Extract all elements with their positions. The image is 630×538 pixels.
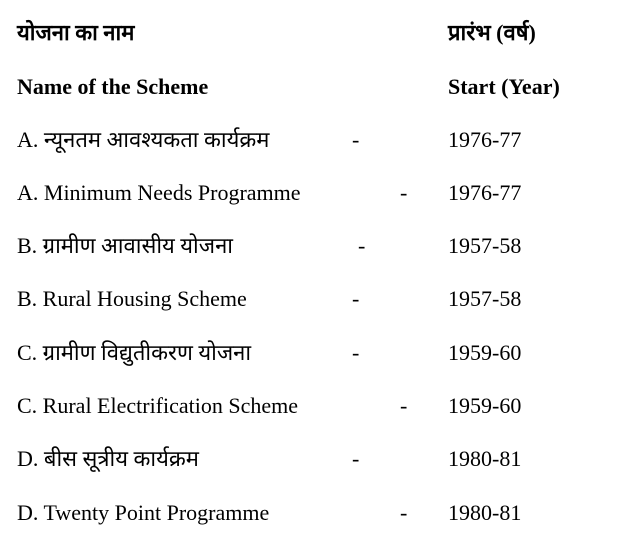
scheme-year: 1980-81 [448,446,522,471]
separator-dash: - [352,286,360,311]
scheme-name: C. ग्रामीण विद्युतीकरण योजना [17,340,252,365]
header-name-hindi: योजना का नाम [17,20,135,45]
scheme-year: 1957-58 [448,286,522,311]
scheme-year: 1959-60 [448,340,522,365]
scheme-row [0,120,630,160]
separator-dash: - [400,500,408,525]
header-year-hindi: प्रारंभ (वर्ष) [448,20,536,45]
separator-dash: - [400,393,408,418]
scheme-name: D. Twenty Point Programme [17,500,270,525]
separator-dash: - [352,127,360,152]
scheme-year: 1980-81 [448,500,522,525]
scheme-name: D. बीस सूत्रीय कार्यक्रम [17,446,199,471]
separator-dash: - [352,446,360,471]
scheme-name: C. Rural Electrification Scheme [17,393,299,418]
separator-dash: - [352,340,360,365]
scheme-name: B. ग्रामीण आवासीय योजना [17,233,233,258]
scheme-name: A. न्यूनतम आवश्यकता कार्यक्रम [17,127,270,152]
scheme-row [0,226,630,266]
scheme-row [0,386,630,426]
header-english [0,67,630,107]
scheme-year: 1959-60 [448,393,522,418]
header-hindi [0,13,630,53]
separator-dash: - [358,233,366,258]
scheme-name: A. Minimum Needs Programme [17,180,301,205]
scheme-row [0,493,630,533]
scheme-row [0,173,630,213]
header-year-english: Start (Year) [448,74,560,99]
scheme-row [0,279,630,319]
scheme-year: 1976-77 [448,127,522,152]
scheme-row [0,439,630,479]
header-name-english: Name of the Scheme [17,74,209,99]
scheme-year: 1957-58 [448,233,522,258]
scheme-name: B. Rural Housing Scheme [17,286,247,311]
separator-dash: - [400,180,408,205]
scheme-row [0,333,630,373]
scheme-year: 1976-77 [448,180,522,205]
